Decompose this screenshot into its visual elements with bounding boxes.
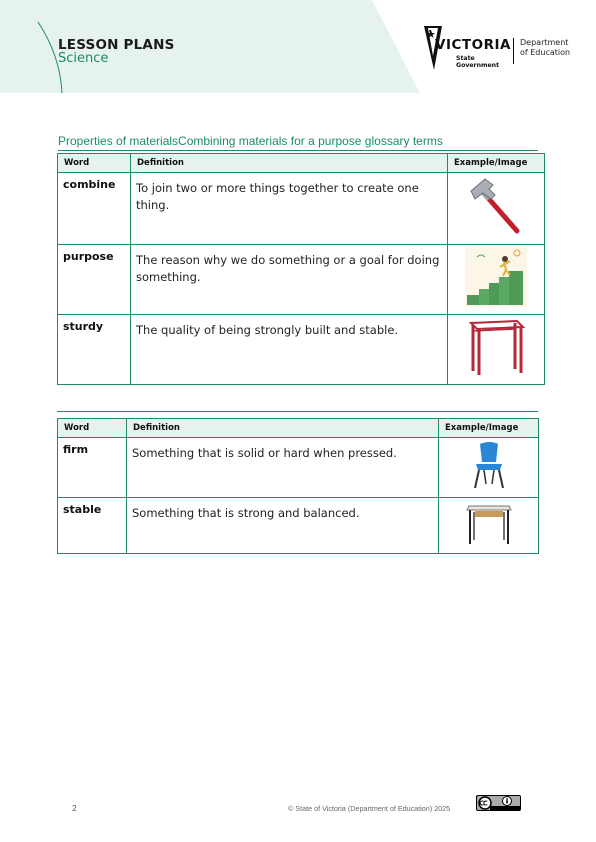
state-government-line1: State [456,55,475,62]
copyright-notice: © State of Victoria (Department of Education) 2025 [288,804,451,813]
glossary-definition: The reason why we do something or a goal for doing something. [131,245,448,315]
glossary-definition: To join two or more things together to create one thing. [131,173,448,245]
climbing-stairs-illustration [465,247,527,307]
table-header-row [58,154,545,173]
lesson-plans-subject: Science [58,51,109,66]
creative-commons-icon [476,795,521,811]
glossary-word: purpose [58,245,131,315]
department-line2: of Education [520,48,571,57]
column-header-example: Example/Image [448,154,545,173]
state-government-line2: Government [456,62,500,69]
glossary-table-2 [57,418,539,554]
table-2-top-rule [57,411,538,412]
department-line1: Department [520,38,569,47]
chair-icon [466,440,512,490]
department-label [520,38,570,58]
glossary-word: stable [58,498,127,554]
column-header-definition: Definition [131,154,448,173]
column-header-word: Word [58,419,127,438]
glossary-word: sturdy [58,315,131,385]
lesson-plans-title: LESSON PLANS [58,37,175,53]
example-image-cell [448,315,545,385]
document-heading: Properties of materialsCombining materials for a purpose glossary terms [58,134,538,151]
desk-icon [465,500,513,546]
table-row [58,498,539,554]
table-row [58,438,539,498]
victoria-wordmark: VICTORIA [435,37,511,53]
glossary-word: firm [58,438,127,498]
state-government-label [456,55,499,69]
glossary-definition: Something that is strong and balanced. [127,498,439,554]
example-image-cell [439,498,539,554]
glossary-definition: Something that is solid or hard when pressed. [127,438,439,498]
column-header-definition: Definition [127,419,439,438]
hammer-icon [465,175,527,237]
glossary-table-1 [57,153,545,385]
page-number: 2 [72,803,77,813]
table-row [58,173,545,245]
column-header-example: Example/Image [439,419,539,438]
example-image-cell [448,245,545,315]
glossary-word: combine [58,173,131,245]
table-row [58,315,545,385]
table-row [58,245,545,315]
table-header-row [58,419,539,438]
example-image-cell [439,438,539,498]
column-header-word: Word [58,154,131,173]
example-image-cell [448,173,545,245]
glossary-definition: The quality of being strongly built and stable. [131,315,448,385]
metal-frame-icon [465,317,527,377]
logo-divider [513,38,514,64]
